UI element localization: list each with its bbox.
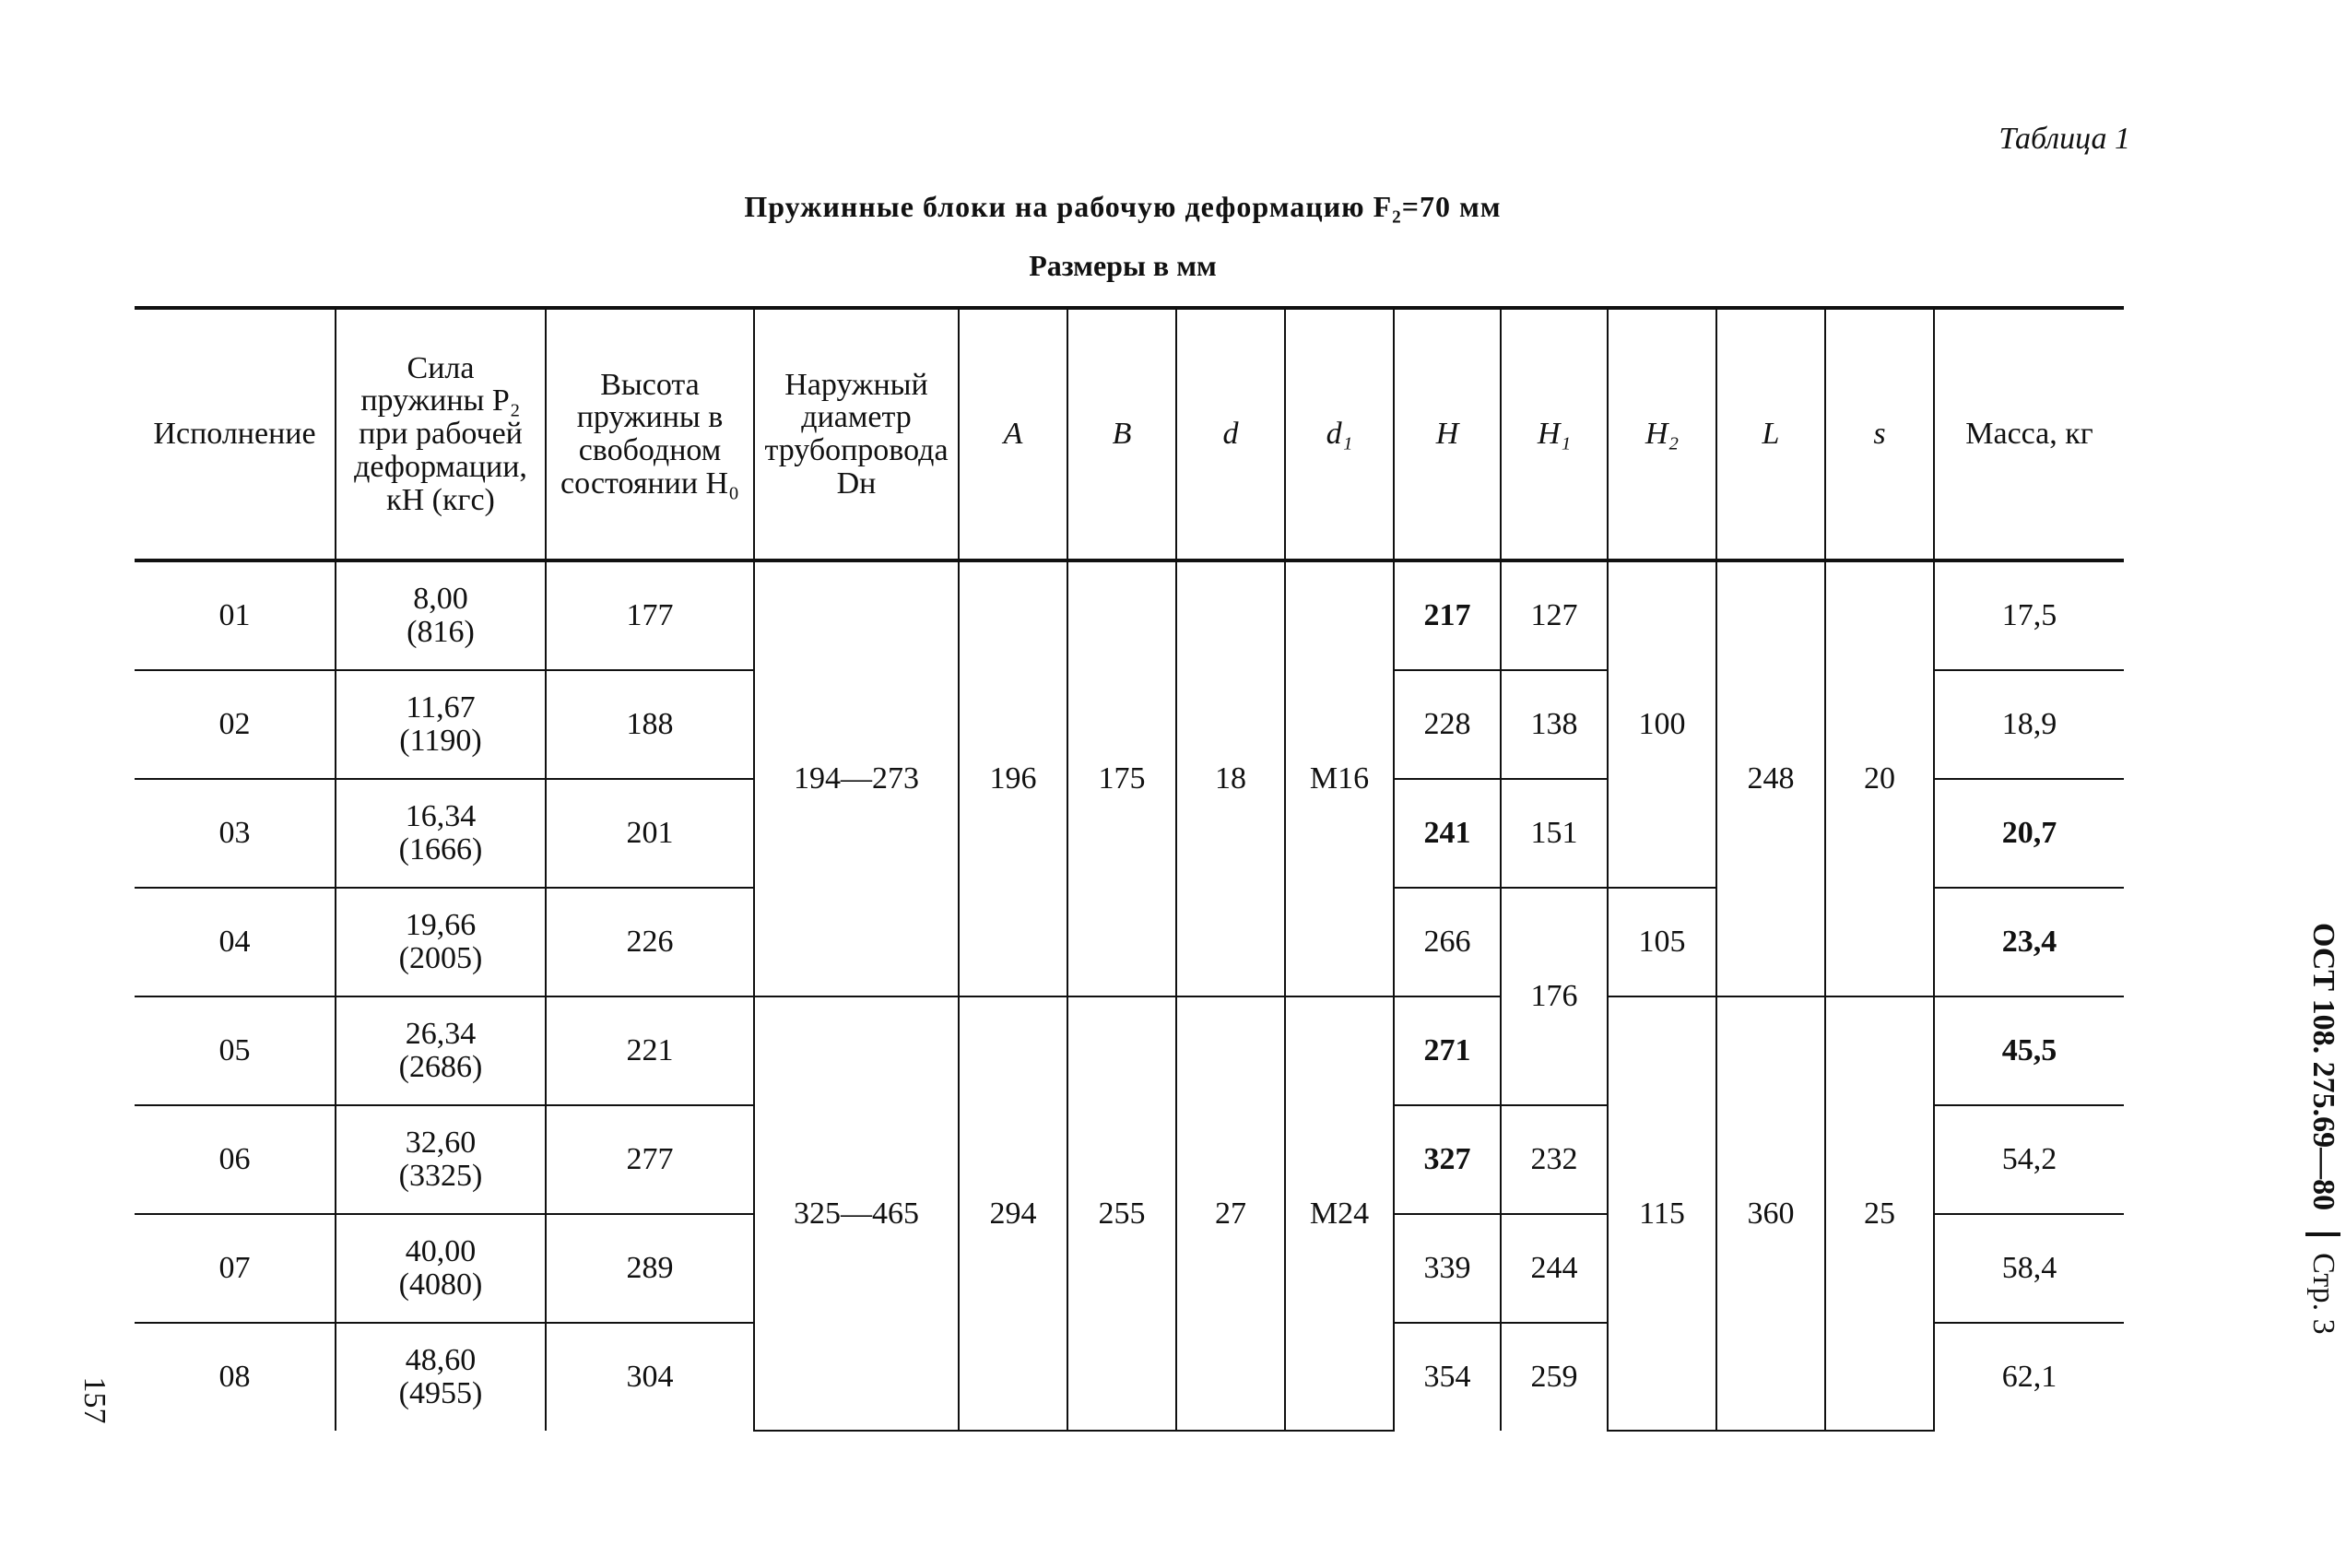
- cell-s: 25: [1825, 996, 1934, 1431]
- force-kgs: (1190): [399, 724, 482, 758]
- table-label: Таблица 1: [1998, 122, 2130, 156]
- cell-force: [336, 779, 546, 888]
- cell-H1: 244: [1501, 1214, 1608, 1323]
- cell-H: 327: [1394, 1105, 1501, 1214]
- cell-H2: 100: [1608, 560, 1716, 888]
- table-row: [135, 996, 2124, 1105]
- cell-free-height: 221: [546, 996, 754, 1105]
- force-kn: 19,66: [405, 908, 477, 943]
- cell-ispolnenie: 02: [135, 670, 336, 779]
- cell-mass: 20,7: [1934, 779, 2124, 888]
- sheet-label: Стр. 3: [2305, 1232, 2340, 1335]
- cell-H1: 127: [1501, 560, 1608, 670]
- cell-H1: 151: [1501, 779, 1608, 888]
- force-kgs: (2005): [398, 941, 483, 975]
- force-kgs: (2686): [398, 1050, 483, 1084]
- cell-B: 255: [1067, 996, 1176, 1431]
- cell-H: 339: [1394, 1214, 1501, 1323]
- cell-H2: 115: [1608, 996, 1716, 1431]
- cell-L: 248: [1716, 560, 1825, 996]
- cell-free-height: 177: [546, 560, 754, 670]
- cell-free-height: 277: [546, 1105, 754, 1214]
- header-row: [135, 308, 2124, 560]
- cell-H: 271: [1394, 996, 1501, 1105]
- cell-H: 354: [1394, 1323, 1501, 1431]
- cell-free-height: 201: [546, 779, 754, 888]
- cell-d1: M24: [1285, 996, 1394, 1431]
- force-kn: 16,34: [405, 799, 477, 834]
- force-kgs: (816): [407, 615, 475, 649]
- cell-mass: 54,2: [1934, 1105, 2124, 1214]
- cell-H1: 232: [1501, 1105, 1608, 1214]
- force-kn: 48,60: [405, 1343, 477, 1378]
- cell-H: 228: [1394, 670, 1501, 779]
- cell-H1: 259: [1501, 1323, 1608, 1431]
- header-d: d: [1176, 308, 1285, 560]
- header-free-height: Высота пружины в свободном состоянии H₀: [546, 308, 754, 560]
- force-kn: 8,00: [413, 582, 468, 617]
- header-d1: d₁: [1285, 308, 1394, 560]
- cell-d1: M16: [1285, 560, 1394, 996]
- cell-mass: 45,5: [1934, 996, 2124, 1105]
- cell-force: [336, 996, 546, 1105]
- cell-H2: 105: [1608, 888, 1716, 996]
- cell-H: 241: [1394, 779, 1501, 888]
- cell-L: 360: [1716, 996, 1825, 1431]
- cell-B: 175: [1067, 560, 1176, 996]
- force-kn: 26,34: [405, 1017, 477, 1052]
- cell-d: 18: [1176, 560, 1285, 996]
- table-title: Пружинные блоки на рабочую деформацию F₂=70 мм: [744, 190, 1502, 223]
- cell-force: [336, 1105, 546, 1214]
- force-kgs: (3325): [398, 1159, 483, 1193]
- header-mass: Масса, кг: [1934, 308, 2124, 560]
- cell-ispolnenie: 07: [135, 1214, 336, 1323]
- cell-mass: 58,4: [1934, 1214, 2124, 1323]
- cell-free-height: 188: [546, 670, 754, 779]
- cell-mass: 62,1: [1934, 1323, 2124, 1431]
- side-reference: [2300, 923, 2346, 1402]
- cell-force: [336, 1323, 546, 1431]
- header-H: H: [1394, 308, 1501, 560]
- cell-s: 20: [1825, 560, 1934, 996]
- force-kn: 32,60: [405, 1126, 477, 1161]
- header-pipe-diameter: Наружный диаметр трубопровода Dн: [754, 308, 959, 560]
- header-B: B: [1067, 308, 1176, 560]
- table-subtitle: Размеры в мм: [1029, 249, 1217, 282]
- force-kgs: (4955): [398, 1376, 483, 1410]
- header-H2: H₂: [1608, 308, 1716, 560]
- header-H1: H₁: [1501, 308, 1608, 560]
- cell-free-height: 226: [546, 888, 754, 996]
- force-kgs: (4080): [398, 1267, 483, 1302]
- force-kn: 11,67: [406, 690, 476, 725]
- cell-force: [336, 888, 546, 996]
- cell-force: [336, 1214, 546, 1323]
- cell-pipe-diameter: 194—273: [754, 560, 959, 996]
- cell-mass: 23,4: [1934, 888, 2124, 996]
- header-spring-force: Сила пружины P₂ при рабочей деформации, кН (кгс): [336, 308, 546, 560]
- cell-H: 217: [1394, 560, 1501, 670]
- force-kn: 40,00: [405, 1234, 477, 1269]
- cell-ispolnenie: 03: [135, 779, 336, 888]
- cell-H1-merged: 176: [1501, 888, 1608, 1105]
- header-ispolnenie: Исполнение: [135, 308, 336, 560]
- force-kgs: (1666): [398, 832, 483, 867]
- spring-blocks-table: [135, 306, 2124, 1432]
- cell-mass: 17,5: [1934, 560, 2124, 670]
- header-s: s: [1825, 308, 1934, 560]
- header-A: A: [959, 308, 1067, 560]
- cell-force: [336, 670, 546, 779]
- cell-A: 294: [959, 996, 1067, 1431]
- cell-ispolnenie: 08: [135, 1323, 336, 1431]
- cell-mass: 18,9: [1934, 670, 2124, 779]
- cell-free-height: 289: [546, 1214, 754, 1323]
- cell-d: 27: [1176, 996, 1285, 1431]
- cell-ispolnenie: 01: [135, 560, 336, 670]
- cell-H: 266: [1394, 888, 1501, 996]
- cell-A: 196: [959, 560, 1067, 996]
- cell-ispolnenie: 04: [135, 888, 336, 996]
- header-L: L: [1716, 308, 1825, 560]
- cell-force: [336, 560, 546, 670]
- cell-ispolnenie: 05: [135, 996, 336, 1105]
- table-row: [135, 560, 2124, 670]
- cell-H1: 138: [1501, 670, 1608, 779]
- cell-ispolnenie: 06: [135, 1105, 336, 1214]
- document-code: ОСТ 108. 275.69—80: [2306, 923, 2340, 1211]
- page-number: 157: [77, 1376, 112, 1424]
- cell-free-height: 304: [546, 1323, 754, 1431]
- cell-pipe-diameter: 325—465: [754, 996, 959, 1431]
